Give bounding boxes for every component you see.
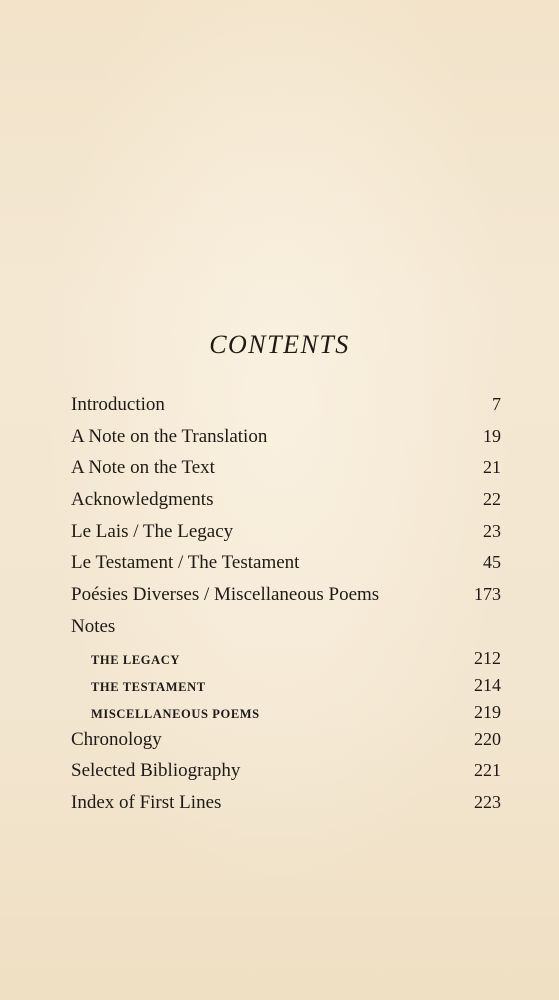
toc-entry-title: Selected Bibliography bbox=[71, 760, 241, 782]
toc-entry-page: 220 bbox=[474, 728, 501, 749]
toc-entry-page: 221 bbox=[474, 760, 501, 781]
toc-row-note-on-translation bbox=[71, 426, 501, 458]
toc-row-poesies-diverses bbox=[71, 584, 501, 616]
toc-row-index-of-first-lines bbox=[71, 792, 501, 824]
toc-entry-title: Le Lais / The Legacy bbox=[71, 520, 234, 542]
toc-entry-title: Introduction bbox=[71, 394, 165, 415]
toc-entry-page: 223 bbox=[474, 791, 501, 812]
toc-entry-title: Le Testament / The Testament bbox=[71, 552, 300, 574]
toc-entry-page: 214 bbox=[474, 674, 501, 695]
toc-subentry-title: MISCELLANEOUS POEMS bbox=[91, 706, 260, 721]
toc-entry-title: A Note on the Text bbox=[71, 457, 215, 479]
toc-subrow-the-testament bbox=[71, 675, 501, 702]
toc-entry-page: 173 bbox=[474, 584, 501, 605]
toc-row-introduction bbox=[71, 394, 501, 426]
toc-subrow-the-legacy bbox=[71, 648, 501, 675]
toc-row-acknowledgments bbox=[71, 489, 501, 521]
toc-row-note-on-text bbox=[71, 457, 501, 489]
toc-row-le-testament bbox=[71, 552, 501, 584]
toc-entry-page: 22 bbox=[483, 489, 501, 510]
table-of-contents bbox=[71, 394, 501, 824]
toc-entry-page: 21 bbox=[483, 457, 501, 478]
toc-subentry-title: THE LEGACY bbox=[91, 652, 181, 667]
toc-entry-title: A Note on the Translation bbox=[71, 425, 268, 447]
toc-entry-page: 212 bbox=[474, 647, 501, 668]
toc-row-le-lais bbox=[71, 521, 501, 553]
toc-subrow-miscellaneous-poems bbox=[71, 702, 501, 729]
toc-entry-page: 45 bbox=[483, 552, 501, 573]
page-title: CONTENTS bbox=[209, 330, 350, 359]
toc-entry-page: 23 bbox=[483, 520, 501, 541]
toc-entry-page: 219 bbox=[474, 701, 501, 722]
toc-entry-page: 19 bbox=[483, 425, 501, 446]
toc-entry-title: Index of First Lines bbox=[71, 791, 222, 813]
toc-entry-title: Chronology bbox=[71, 728, 162, 750]
toc-row-notes bbox=[71, 616, 501, 648]
toc-entry-title: Poésies Diverses / Miscellaneous Poems bbox=[71, 584, 380, 606]
toc-entry-page: 7 bbox=[492, 394, 501, 414]
toc-row-chronology bbox=[71, 729, 501, 761]
toc-row-selected-bibliography bbox=[71, 760, 501, 792]
toc-entry-title: Acknowledgments bbox=[71, 489, 214, 511]
toc-entry-title: Notes bbox=[71, 615, 116, 637]
toc-subentry-title: THE TESTAMENT bbox=[91, 679, 206, 694]
